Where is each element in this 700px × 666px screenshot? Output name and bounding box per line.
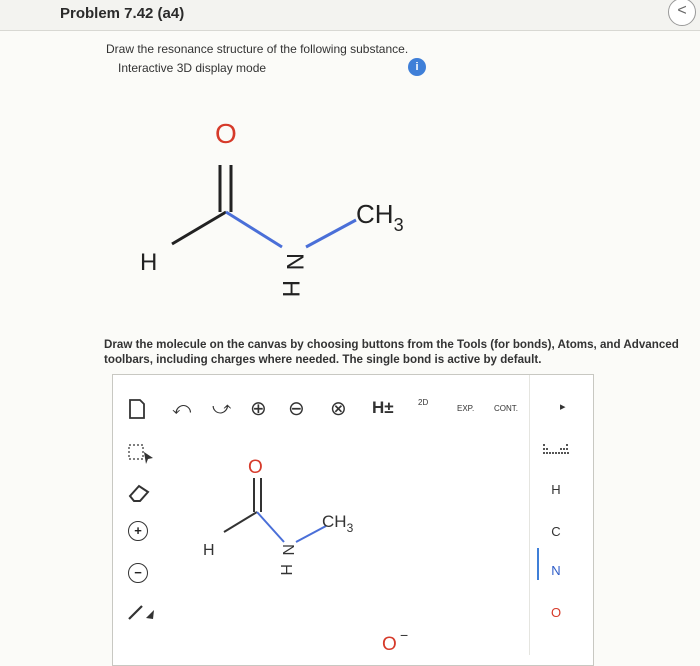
- zoom-in-icon[interactable]: ⊕: [250, 398, 267, 420]
- undo-icon[interactable]: ⤺: [172, 398, 192, 418]
- hydrogen-on-n: H: [277, 280, 304, 298]
- collapse-button[interactable]: <: [668, 0, 696, 26]
- oxygen-atom: O: [215, 118, 237, 149]
- nitrogen-atom: N: [281, 253, 308, 271]
- hydrogen-toggle-button[interactable]: H±: [372, 398, 394, 417]
- editor-instructions: Draw the molecule on the canvas by choosing buttons from the Tools (for bonds), Atoms, and Advanced toolbars, including charges where needed. The single bond is active by default.: [104, 338, 679, 366]
- canvas-hydrogen-left: H: [203, 542, 215, 559]
- info-icon[interactable]: i: [408, 58, 426, 76]
- 2d-icon[interactable]: 2D: [418, 398, 429, 407]
- prompt-line-1: Draw the resonance structure of the following substance.: [106, 42, 409, 56]
- atom-n-button[interactable]: N: [551, 563, 561, 578]
- positive-charge-button[interactable]: +: [128, 521, 148, 541]
- canvas-methyl-group: $CH_3$: [322, 512, 354, 535]
- page-title: Problem 7.42 (a4): [60, 5, 185, 22]
- atom-o-button[interactable]: O: [550, 605, 562, 620]
- more-tools-icon[interactable]: ▸: [560, 401, 566, 413]
- zoom-out-icon[interactable]: ⊖: [288, 398, 305, 420]
- atom-c-button[interactable]: C: [551, 524, 561, 539]
- contract-button[interactable]: CONT.: [494, 404, 518, 413]
- canvas-hydrogen-on-n: H: [277, 564, 294, 576]
- canvas-ch-bond: [224, 512, 257, 532]
- negative-charge-button[interactable]: −: [128, 563, 148, 583]
- canvas-oxygen-bottom: O: [382, 634, 397, 652]
- methyl-group: $CH_3$: [356, 199, 404, 235]
- prompt-line-2: Interactive 3D display mode: [118, 61, 267, 75]
- redo-icon[interactable]: ⤻: [212, 398, 232, 418]
- clear-icon[interactable]: ⊗: [330, 398, 347, 420]
- expand-button[interactable]: EXP.: [457, 404, 475, 413]
- canvas-nitrogen: N: [279, 544, 296, 556]
- canvas-cn-bond: [257, 512, 284, 542]
- canvas-oxygen: O: [248, 457, 263, 478]
- atom-h-button[interactable]: H: [551, 482, 561, 497]
- canvas-negative-charge: −: [400, 627, 409, 643]
- hydrogen-left: H: [140, 249, 158, 276]
